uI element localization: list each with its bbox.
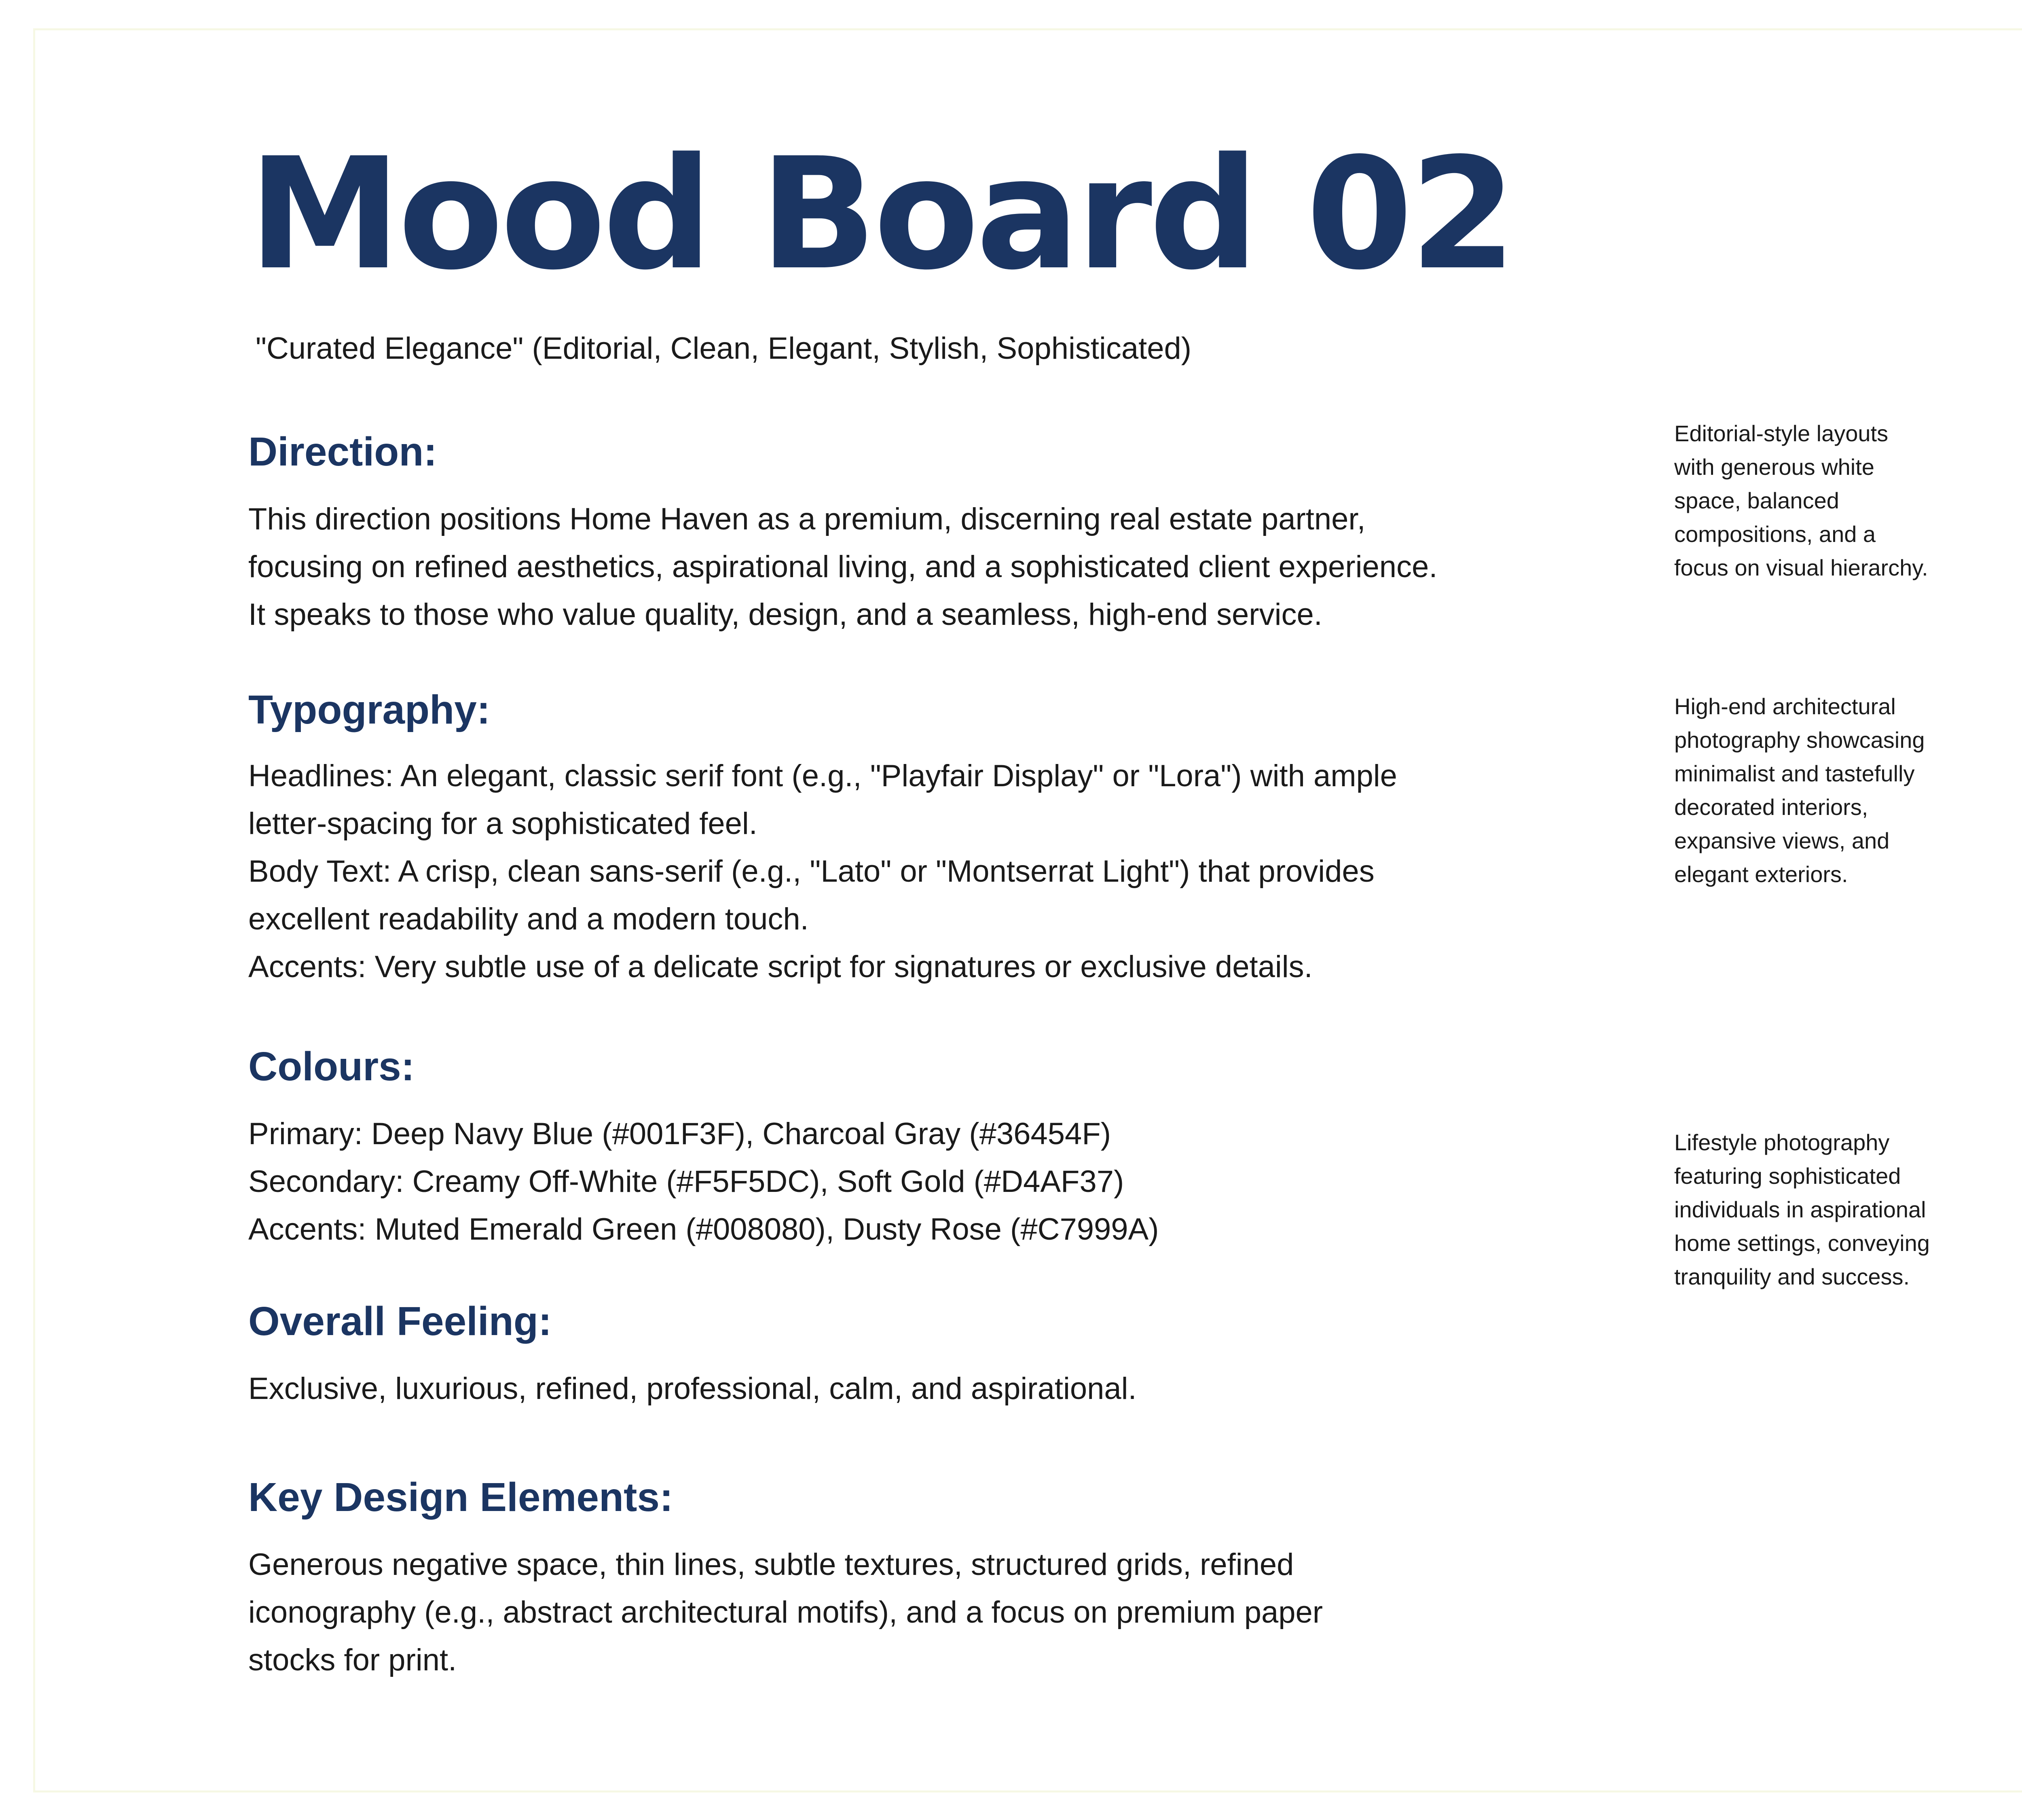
feeling-text xyxy=(248,1365,1745,1413)
colours-heading: Colours: xyxy=(248,1044,415,1089)
direction-heading: Direction: xyxy=(248,429,437,474)
typography-heading: Typography: xyxy=(248,687,491,732)
note-lifestyle xyxy=(1674,1126,1930,1293)
note-line: photography showcasing xyxy=(1674,727,1925,753)
elements-text xyxy=(248,1541,1745,1684)
elements-line: stocks for print. xyxy=(248,1643,457,1677)
typography-line: excellent readability and a modern touch. xyxy=(248,902,809,936)
typography-line: Body Text: A crisp, clean sans-serif (e.g., "Lato" or "Montserrat Light") that provides xyxy=(248,854,1375,889)
note-line: tranquility and success. xyxy=(1674,1264,1910,1289)
note-line: decorated interiors, xyxy=(1674,794,1868,820)
note-line: Lifestyle photography xyxy=(1674,1130,1890,1155)
note-line: featuring sophisticated xyxy=(1674,1163,1901,1189)
note-line: individuals in aspirational xyxy=(1674,1197,1926,1222)
note-architecture xyxy=(1674,690,1925,891)
note-line: High-end architectural xyxy=(1674,694,1896,719)
elements-line: Generous negative space, thin lines, subtle textures, structured grids, refined xyxy=(248,1547,1294,1582)
colours-text xyxy=(248,1110,1745,1253)
note-line: focus on visual hierarchy. xyxy=(1674,555,1928,580)
note-line: compositions, and a xyxy=(1674,521,1876,547)
direction-text xyxy=(248,495,1745,639)
typography-line: Headlines: An elegant, classic serif font (e.g., "Playfair Display" or "Lora") with ample xyxy=(248,759,1397,793)
direction-line: This direction positions Home Haven as a premium, discerning real estate partner, xyxy=(248,502,1366,536)
note-line: elegant exteriors. xyxy=(1674,861,1848,887)
feeling-line: Exclusive, luxurious, refined, professional, calm, and aspirational. xyxy=(248,1371,1137,1406)
page-title: Mood Board 02 xyxy=(248,125,1514,304)
colours-line: Primary: Deep Navy Blue (#001F3F), Charcoal Gray (#36454F) xyxy=(248,1117,1111,1151)
note-line: with generous white xyxy=(1674,454,1874,480)
page-subtitle: "Curated Elegance" (Editorial, Clean, Elegant, Stylish, Sophisticated) xyxy=(256,331,1192,366)
direction-line: focusing on refined aesthetics, aspirational living, and a sophisticated client experience. xyxy=(248,550,1438,584)
typography-line: letter-spacing for a sophisticated feel. xyxy=(248,806,757,841)
colours-line: Accents: Muted Emerald Green (#008080), Dusty Rose (#C7999A) xyxy=(248,1212,1159,1246)
typography-line: Accents: Very subtle use of a delicate script for signatures or exclusive details. xyxy=(248,950,1313,984)
direction-line: It speaks to those who value quality, design, and a seamless, high-end service. xyxy=(248,597,1322,632)
note-line: Editorial-style layouts xyxy=(1674,421,1889,446)
elements-line: iconography (e.g., abstract architectural motifs), and a focus on premium paper xyxy=(248,1595,1323,1630)
note-line: space, balanced xyxy=(1674,488,1839,513)
typography-text xyxy=(248,752,1745,991)
note-line: expansive views, and xyxy=(1674,828,1890,853)
note-editorial xyxy=(1674,417,1928,584)
feeling-heading: Overall Feeling: xyxy=(248,1299,552,1344)
note-line: minimalist and tastefully xyxy=(1674,761,1915,786)
note-line: home settings, conveying xyxy=(1674,1230,1930,1256)
colours-line: Secondary: Creamy Off-White (#F5F5DC), Soft Gold (#D4AF37) xyxy=(248,1164,1124,1199)
elements-heading: Key Design Elements: xyxy=(248,1475,673,1520)
